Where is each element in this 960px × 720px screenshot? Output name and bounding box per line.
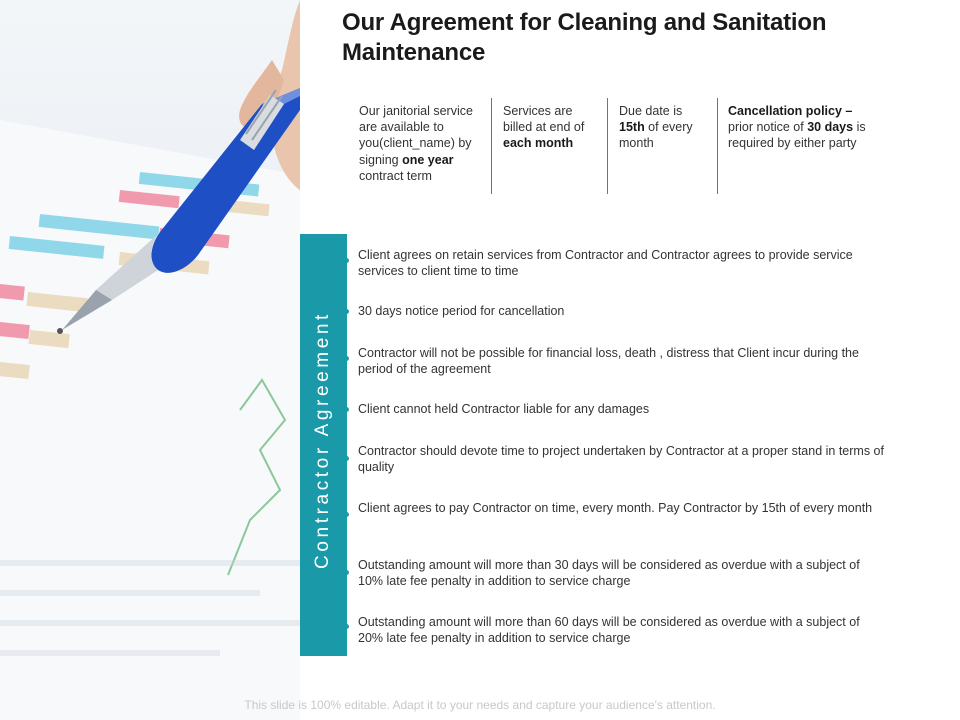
bullet-dot [344, 356, 349, 361]
info-column-service-term: Our janitorial service are available to you(client_name) by signing one year contract term [359, 104, 473, 183]
bullet-dot [344, 570, 349, 575]
footer-note: This slide is 100% editable. Adapt it to your needs and capture your audience's attention. [244, 698, 716, 712]
info-column-due-date: Due date is 15th of every month [619, 104, 693, 151]
info-column-cancellation: Cancellation policy – prior notice of 30 days is required by either party [728, 104, 866, 151]
hero-photo [0, 0, 300, 720]
bullet-dot [344, 512, 349, 517]
clause-item: Client agrees to pay Contractor on time, every month. Pay Contractor by 15th of every month [358, 501, 873, 515]
column-divider [607, 98, 608, 194]
column-divider [717, 98, 718, 194]
bullet-dot [344, 624, 349, 629]
bullet-dot [344, 456, 349, 461]
bullet-dot [344, 309, 349, 314]
clause-item: Outstanding amount will more than 30 days will be considered as overdue with a subject of 10% late fee penalty in addition to service charge [358, 558, 860, 588]
info-column-billing: Services are billed at end of each month [503, 104, 585, 151]
column-divider [491, 98, 492, 194]
clause-item: 30 days notice period for cancellation [358, 304, 565, 318]
section-label: Contractor Agreement [312, 311, 333, 569]
bullet-dot [344, 407, 349, 412]
clause-item: Contractor should devote time to project undertaken by Contractor at a proper stand in terms of quality [358, 444, 884, 474]
pen-and-chart-illustration [0, 0, 300, 720]
clause-item: Client cannot held Contractor liable for any damages [358, 402, 650, 416]
page-title: Our Agreement for Cleaning and Sanitation Maintenance [342, 9, 827, 66]
clause-item: Client agrees on retain services from Contractor and Contractor agrees to provide service services to client time to time [358, 248, 853, 278]
clause-item: Outstanding amount will more than 60 days will be considered as overdue with a subject of 20% late fee penalty in addition to service charge [358, 615, 860, 645]
clause-item: Contractor will not be possible for financial loss, death , distress that Client incur during the period of the agreement [358, 346, 859, 376]
bullet-dot [344, 258, 349, 263]
